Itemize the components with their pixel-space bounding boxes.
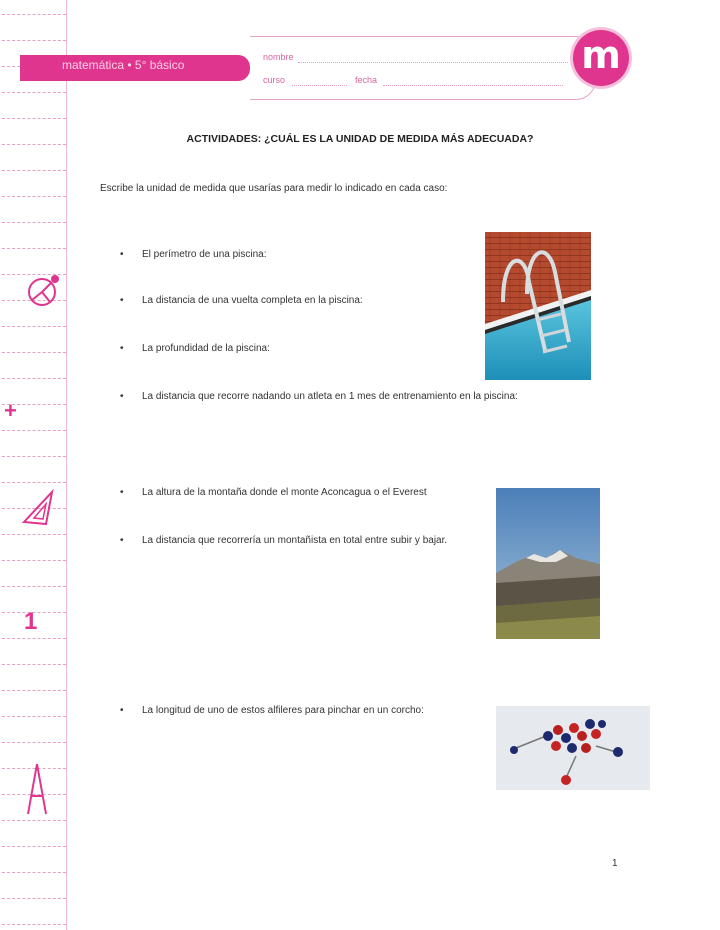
date-label: fecha (355, 75, 378, 85)
list-item (120, 342, 462, 356)
mountain-photo (496, 488, 600, 639)
margin-dash (2, 248, 66, 249)
bullet: • (120, 295, 124, 306)
margin-dash (2, 872, 66, 873)
math-logo: m (573, 30, 629, 86)
margin-dash (2, 456, 66, 457)
margin-dash (2, 352, 66, 353)
margin-dash (2, 196, 66, 197)
course-label: curso (263, 75, 286, 85)
date-field[interactable] (383, 85, 563, 86)
margin-dash (2, 118, 66, 119)
triangle-ruler-icon (20, 488, 56, 528)
margin-dash (2, 638, 66, 639)
list-item (120, 294, 462, 308)
pushpins-photo (496, 706, 650, 790)
margin-dash (2, 170, 66, 171)
margin-dash (2, 898, 66, 899)
instructions: Escribe la unidad de medida que usarías para medir lo indicado en cada caso: (100, 183, 448, 194)
student-info-box (250, 36, 596, 100)
item-text: La distancia de una vuelta completa en la piscina: (142, 295, 363, 306)
course-field[interactable] (292, 85, 347, 86)
list-item (120, 390, 612, 404)
margin-dash (2, 378, 66, 379)
compass-protractor-icon (22, 270, 62, 310)
pool-ladder-photo (485, 232, 591, 380)
margin-dash (2, 92, 66, 93)
bullet: • (120, 487, 124, 498)
margin-dash (2, 222, 66, 223)
item-text: La longitud de uno de estos alfileres para pinchar en un corcho: (142, 705, 424, 716)
name-label: nombre (263, 52, 294, 62)
margin-dash (2, 40, 66, 41)
item-text: El perímetro de una piscina: (142, 249, 267, 260)
item-text: La profundidad de la piscina: (142, 343, 270, 354)
margin-dash (2, 482, 66, 483)
page-title: ACTIVIDADES: ¿CUÁL ES LA UNIDAD DE MEDIDA MÁS ADECUADA? (186, 133, 534, 145)
margin-dash (2, 326, 66, 327)
subject-label: matemática • 5° básico (62, 58, 185, 72)
margin-dash (2, 846, 66, 847)
bullet: • (120, 391, 124, 402)
list-item (120, 248, 462, 262)
number-one-icon: 1 (24, 608, 38, 635)
item-text: La altura de la montaña donde el monte Aconcagua o el Everest (142, 487, 427, 498)
drawing-compass-icon (20, 760, 54, 820)
bullet: • (120, 705, 124, 716)
name-field[interactable] (298, 62, 568, 63)
list-item (120, 534, 487, 548)
list-item (120, 704, 487, 718)
margin-dash (2, 690, 66, 691)
page-number: 1 (612, 858, 618, 869)
margin-dash (2, 742, 66, 743)
bullet: • (120, 535, 124, 546)
margin-dash (2, 430, 66, 431)
margin-dash (2, 664, 66, 665)
list-item (120, 486, 487, 500)
item-text: La distancia que recorre nadando un atleta en 1 mes de entrenamiento en la piscina: (142, 391, 518, 402)
margin-dash (2, 534, 66, 535)
margin-dash (2, 924, 66, 925)
item-text: La distancia que recorrería un montañista en total entre subir y bajar. (142, 535, 448, 546)
bullet: • (120, 343, 124, 354)
margin-dash (2, 560, 66, 561)
margin-dash (2, 716, 66, 717)
margin-dash (2, 586, 66, 587)
plus-icon: + (4, 398, 17, 423)
margin-dash (2, 14, 66, 15)
bullet: • (120, 249, 124, 260)
margin-dash (2, 820, 66, 821)
